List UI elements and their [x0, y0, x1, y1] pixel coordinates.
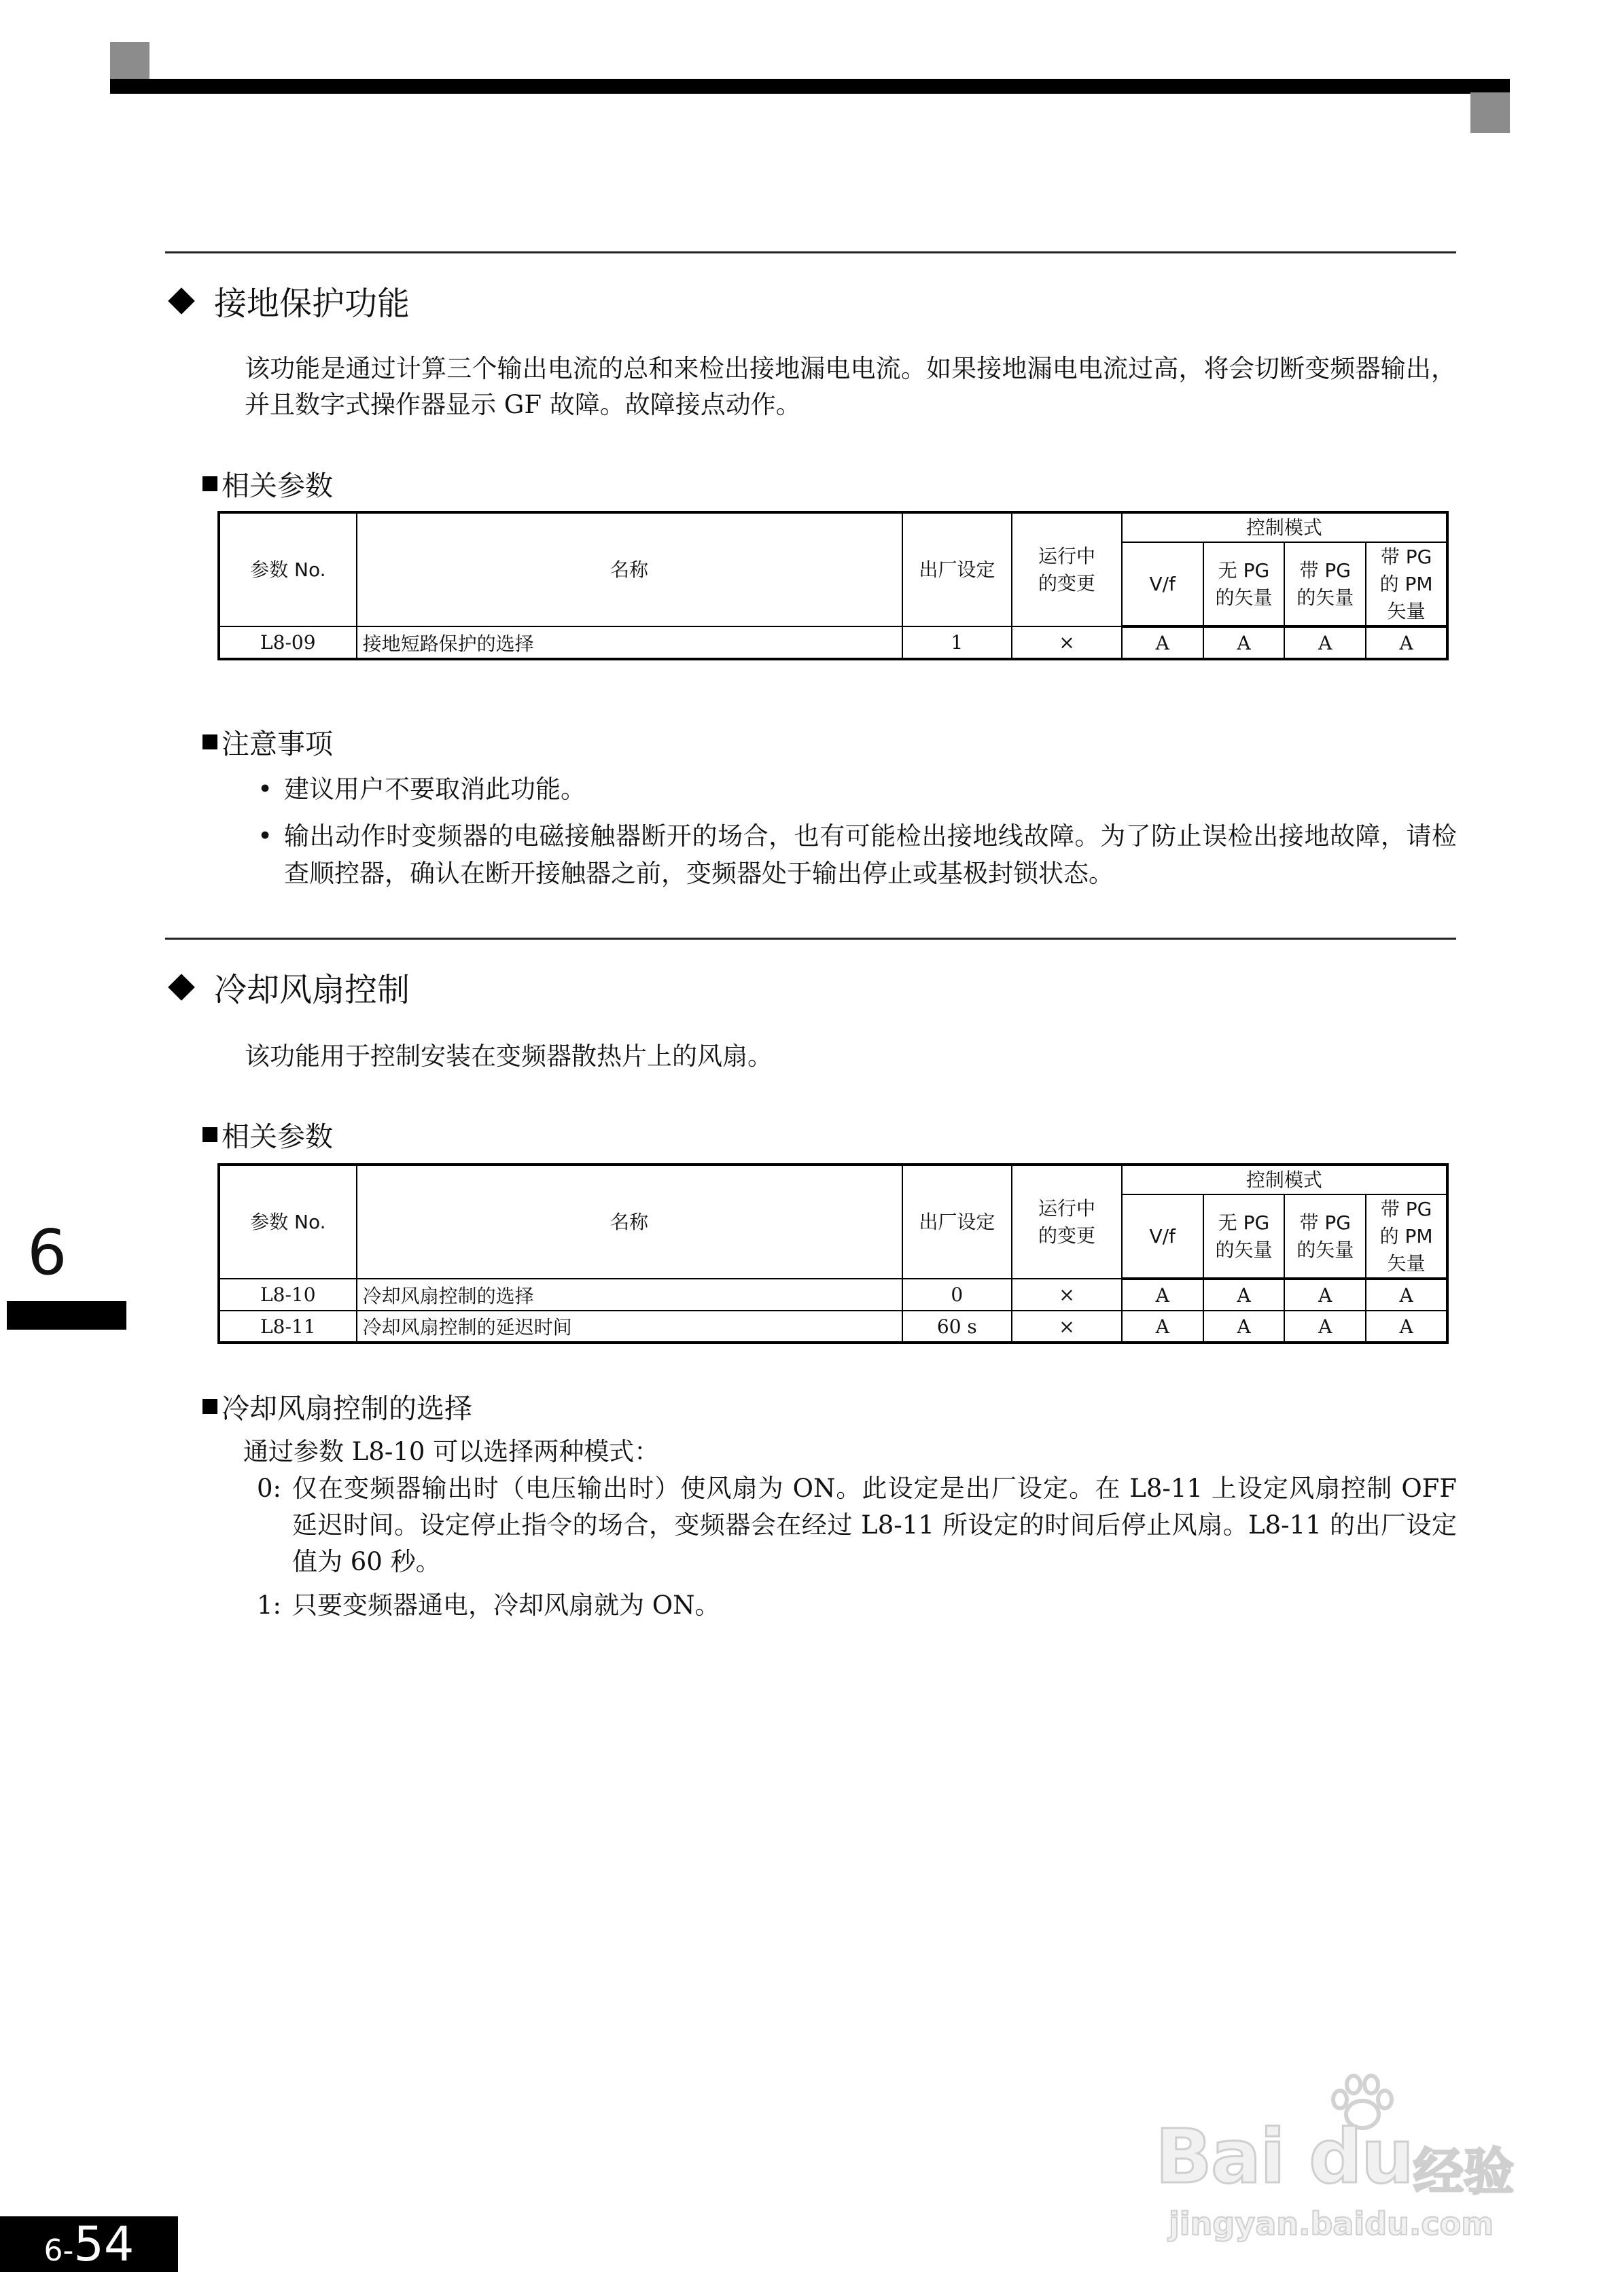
diamond-bullet-icon [168, 974, 195, 1001]
header-param-no: 参数 No. [219, 1165, 357, 1279]
header-control-mode: 控制模式 [1122, 1165, 1447, 1194]
header-no-pg: 无 PG 的矢量 [1203, 542, 1285, 626]
square-bullet-icon [202, 1127, 217, 1142]
subheading-related-params: 相关参数 [202, 463, 333, 503]
watermark: Bai du 经验 jingyan.baidu.com [1155, 2072, 1536, 2242]
table-row: L8-10 冷却风扇控制的选择 0 × A A A A [219, 1279, 1447, 1311]
section-title-ground-fault: 接地保护功能 [166, 277, 410, 324]
section-paragraph: 该功能用于控制安装在变频器散热片上的风扇。 [245, 1042, 773, 1071]
subheading-related-params: 相关参数 [202, 1114, 333, 1154]
header-runtime-change: 运行中 的变更 [1012, 1165, 1122, 1279]
option-list [257, 1470, 1457, 1624]
header-name: 名称 [357, 1165, 902, 1279]
table-row: L8-09 接地短路保护的选择 1 × A A A A [219, 626, 1447, 659]
chapter-number: 6 [27, 1216, 67, 1289]
header-pm: 带 PG 的 PM 矢量 [1366, 1194, 1447, 1279]
chapter-tab-bar [7, 1301, 126, 1330]
notes-list [246, 770, 1457, 892]
header-name: 名称 [357, 512, 902, 626]
table-row: L8-11 冷却风扇控制的延迟时间 60 s × A A A A [219, 1311, 1447, 1343]
list-item: • 输出动作时变频器的电磁接触器断开的场合，也有可能检出接地线故障。为了防止误检出接地故障，请检查顺控器，确认在断开接触器之前，变频器处于输出停止或基极封锁状态。 [258, 821, 1457, 888]
section-paragraph: 该功能是通过计算三个输出电流的总和来检出接地漏电电流。如果接地漏电电流过高，将会切断变频器输出，并且数字式操作器显示 GF 故障。故障接点动作。 [245, 354, 1456, 419]
list-item: 1: 只要变频器通电，冷却风扇就为 ON。 [257, 1591, 720, 1620]
header-factory: 出厂设定 [902, 1165, 1012, 1279]
header-vf: V/f [1122, 1194, 1203, 1279]
subheading-fan-select: 冷却风扇控制的选择 [202, 1386, 472, 1426]
square-bullet-icon [202, 734, 217, 749]
section-divider [165, 251, 1456, 253]
header-corner-block-right [1470, 92, 1510, 133]
header-param-no: 参数 No. [219, 512, 357, 626]
list-item: 0: 仅在变频器输出时（电压输出时）使风扇为 ON。此设定是出厂设定。在 L8-11 上设定风扇控制 OFF 延迟时间。设定停止指令的场合，变频器会在经过 L8-11 所设定的时间后停止风扇。L8-11 的出厂设定值为 60 秒。 [257, 1474, 1457, 1576]
header-with-pg: 带 PG 的矢量 [1284, 1194, 1366, 1279]
header-control-mode: 控制模式 [1122, 512, 1447, 542]
header-no-pg: 无 PG 的矢量 [1203, 1194, 1285, 1279]
section-title-cooling-fan: 冷却风扇控制 [166, 963, 410, 1010]
select-intro: 通过参数 L8-10 可以选择两种模式： [243, 1437, 660, 1466]
header-pm: 带 PG 的 PM 矢量 [1366, 542, 1447, 626]
subheading-notes: 注意事项 [202, 722, 333, 762]
param-table-ground-fault [217, 511, 1449, 660]
page-number: 6- 54 [0, 2216, 178, 2272]
param-table-cooling-fan [217, 1163, 1449, 1344]
header-with-pg: 带 PG 的矢量 [1284, 542, 1366, 626]
square-bullet-icon [202, 1399, 217, 1414]
header-factory: 出厂设定 [902, 512, 1012, 626]
square-bullet-icon [202, 476, 217, 491]
header-corner-block-left [110, 42, 149, 82]
diamond-bullet-icon [168, 287, 195, 315]
header-vf: V/f [1122, 542, 1203, 626]
list-item: • 建议用户不要取消此功能。 [258, 775, 586, 804]
section-divider [165, 938, 1456, 940]
header-bar [110, 79, 1510, 94]
header-runtime-change: 运行中 的变更 [1012, 512, 1122, 626]
